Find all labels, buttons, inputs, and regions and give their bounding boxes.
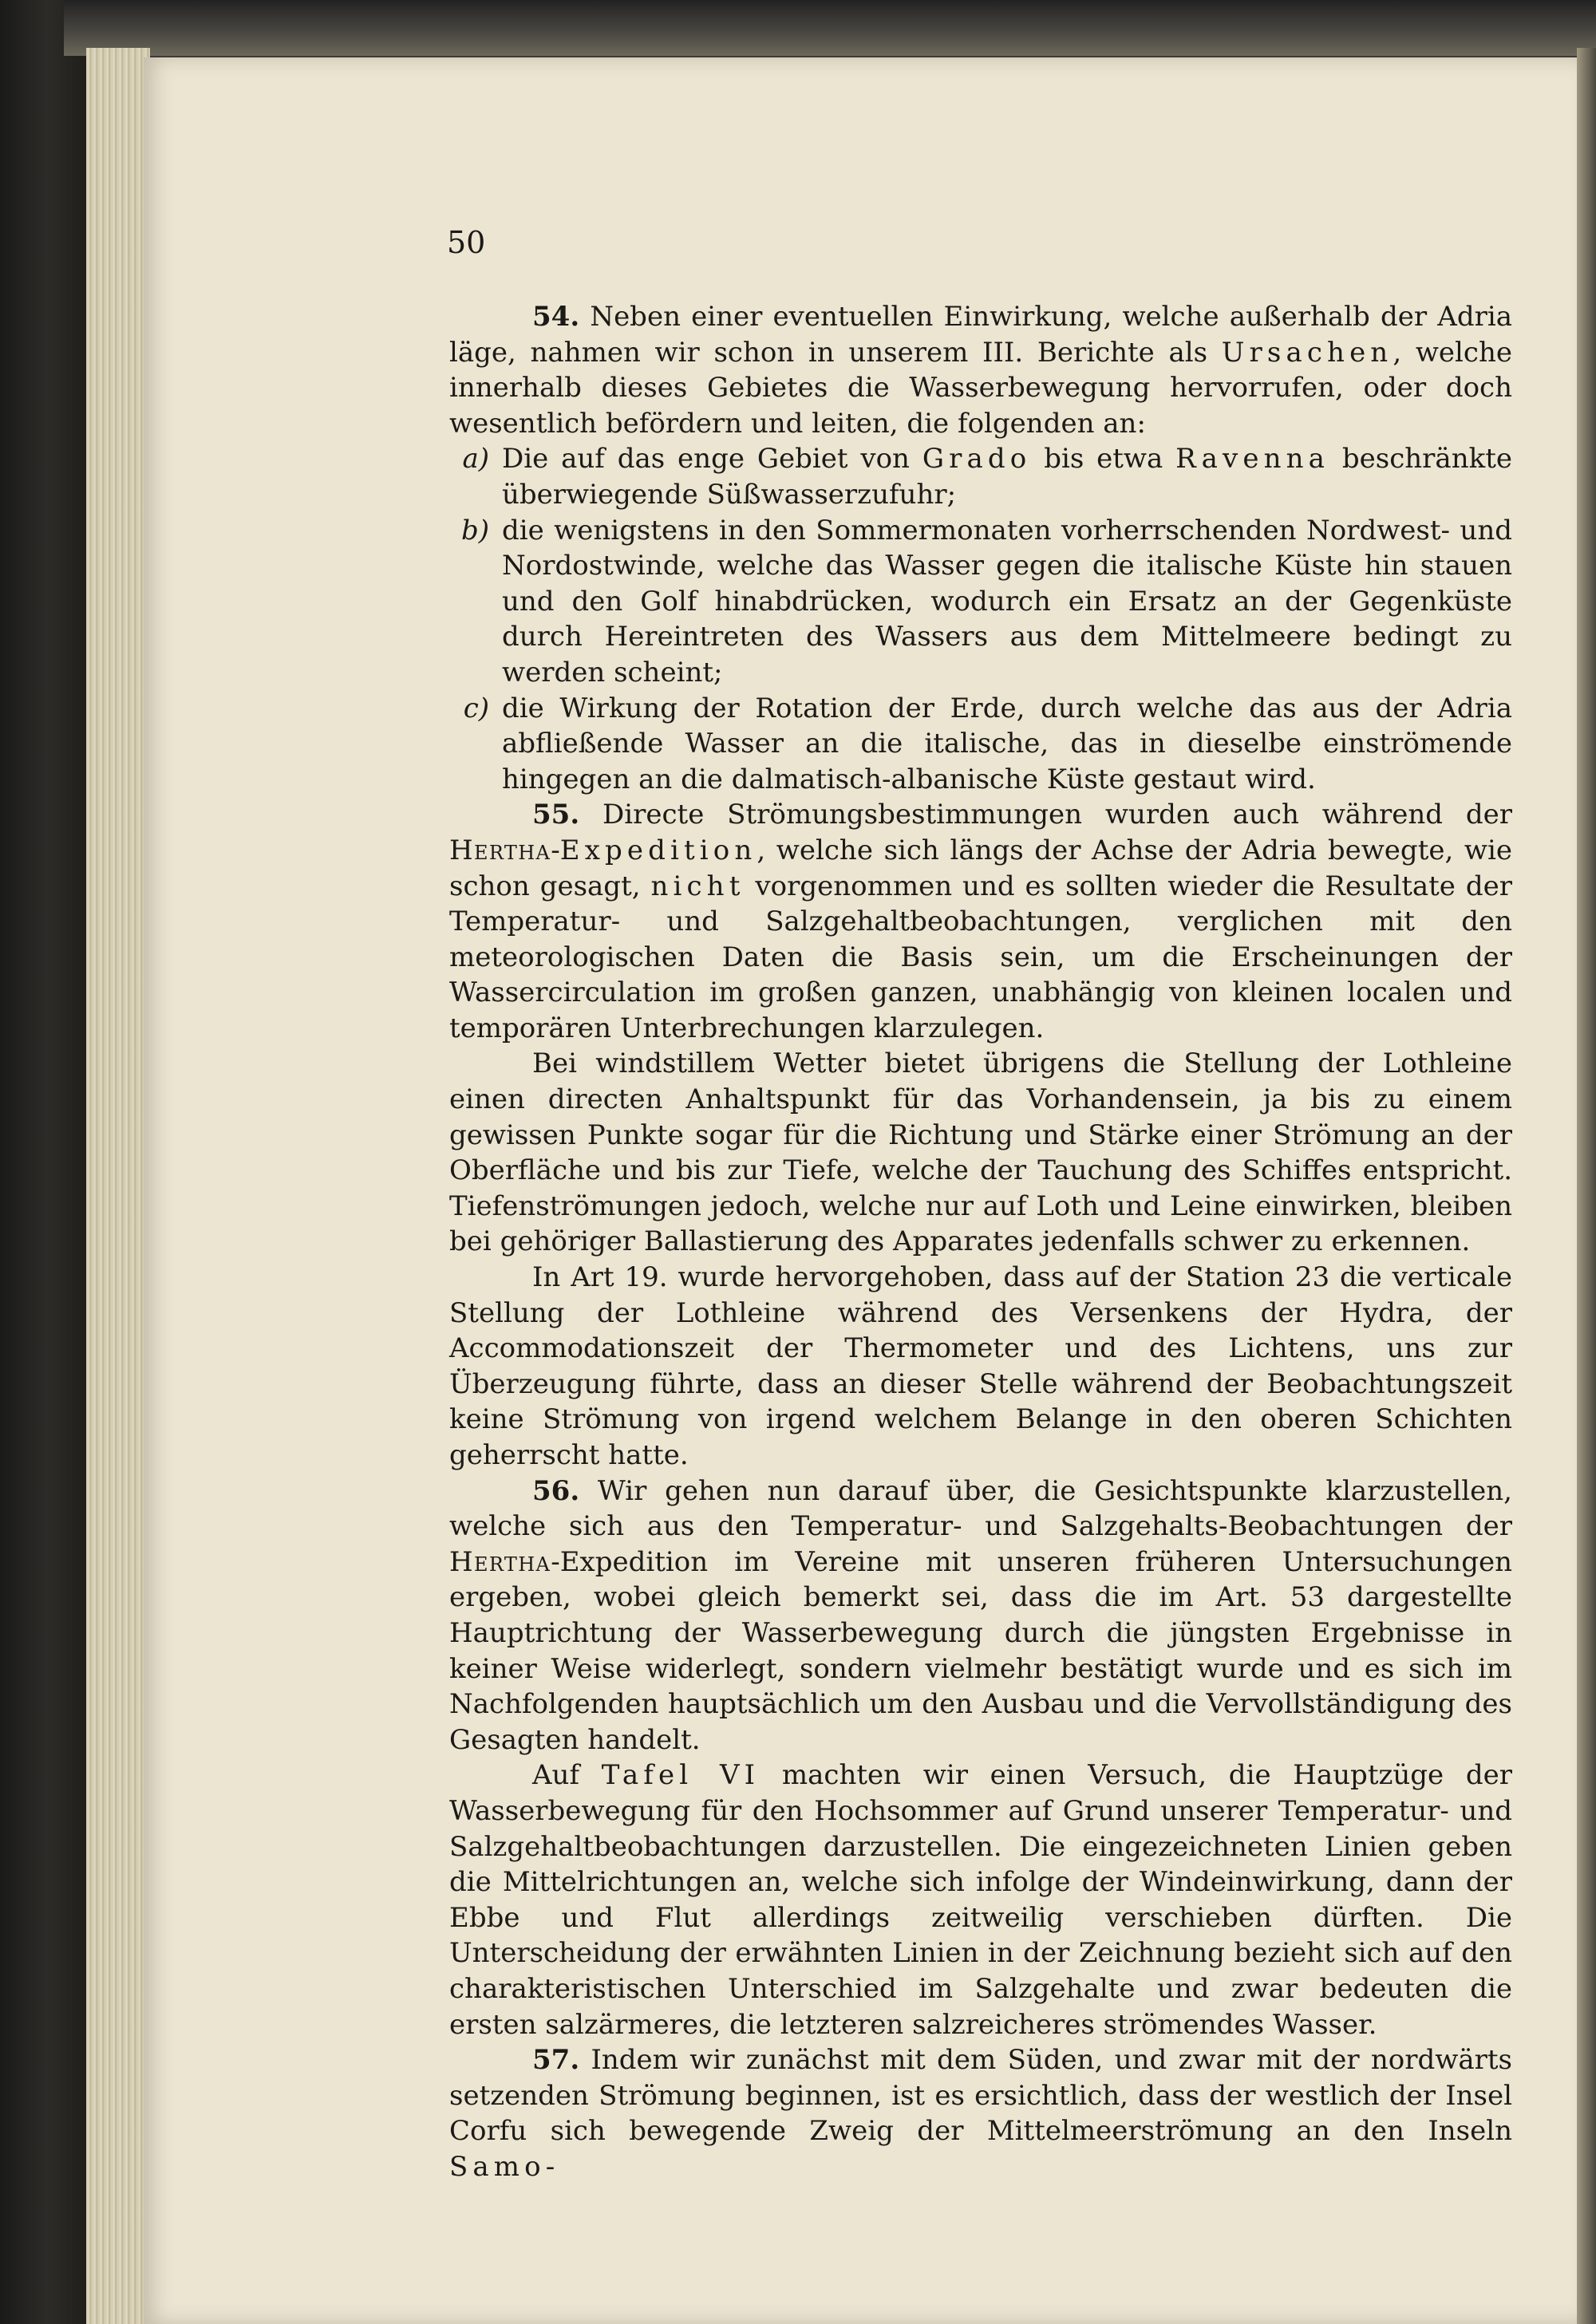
small-caps-text: Hertha <box>449 834 551 866</box>
list-item-a <box>449 441 1512 512</box>
text-run: vorgenommen und es sollten wieder die Resultate der Temperatur- und Salzgehaltbeobachtungen, verglichen mit den meteorologischen Daten die Basis sein, um die Erscheinungen der Wassercirculation im großen ganzen, unabhängig von kleinen localen und temporären Unterbrechungen klarzulegen. <box>449 870 1512 1044</box>
list-item-c <box>449 691 1512 798</box>
text-run: Die auf das enge Gebiet von <box>502 443 922 475</box>
paragraph-56 <box>449 1474 1512 1758</box>
text-run: Wir gehen nun darauf über, die Gesichtspunkte klarzustellen, welche sich aus den Temperatur- und Salzgehalts-Beobachtungen der <box>449 1474 1512 1543</box>
text-run: Indem wir zunächst mit dem Süden, und zwar mit der nordwärts setzenden Strömung beginnen, ist es ersichtlich, dass der westlich der Insel Corfu sich bewegende Zweig der Mittelmeerströmung an den Inseln <box>449 2044 1512 2148</box>
list-item-text <box>502 441 1512 512</box>
book-top-edge <box>64 0 1596 56</box>
spaced-text: Ravenna <box>1175 443 1330 475</box>
paragraph-56-2 <box>449 1758 1512 2042</box>
paragraph-54 <box>449 299 1512 441</box>
spaced-text: Tafel VI <box>601 1759 760 1792</box>
text-run: , welche sich längs der Achse der Adria bewegte, wie schon gesagt, <box>449 834 1512 902</box>
spaced-text: nicht <box>650 870 745 902</box>
list-item-text: die Wirkung der Rotation der Erde, durch welche das aus der Adria abfließende Wasser an die italische, das in dieselbe einströmende hingegen an die dalmatisch-albanische Küste gestaut wird. <box>502 692 1512 795</box>
section-number: 56. <box>532 1474 580 1507</box>
list-item-text: die wenigstens in den Sommermonaten vorherrschenden Nordwest- und Nordostwinde, welche das Wasser gegen die italische Küste hin stauen und den Golf hinabdrücken, wodurch ein Ersatz an der Gegenküste durch Hereintreten des Wassers aus dem Mittelmeere bedingt zu werden scheint; <box>502 514 1512 689</box>
text-run: - <box>551 834 560 866</box>
list-label: c) <box>463 692 489 724</box>
page-text <box>449 299 1512 2184</box>
small-caps-text: Hertha <box>449 1545 551 1578</box>
text-run: Neben einer eventuellen Einwirkung, welche außerhalb der Adria läge, nahmen wir schon in unserem III. Berichte als <box>449 301 1512 369</box>
spaced-text: Expedition <box>559 834 757 866</box>
page-number: 50 <box>447 225 486 260</box>
text-run: Directe Strömungsbestimmungen wurden auch während der <box>579 799 1512 831</box>
section-number: 57. <box>532 2044 580 2077</box>
paragraph-57 <box>449 2042 1512 2184</box>
spaced-text: Samo- <box>449 2150 560 2183</box>
spaced-text: Grado <box>922 443 1032 475</box>
section-number: 54. <box>532 301 580 333</box>
book-binding <box>0 0 88 2324</box>
paragraph-55-2: Bei windstillem Wetter bietet übrigens die Stellung der Lothleine einen directen Anhaltspunkt für das Vorhandensein, ja bis zu einem gewissen Punkte sogar für die Richtung und Stärke einer Strömung an der Oberfläche und bis zur Tiefe, welche der Tauchung des Schiffes entspricht. Tiefenströmungen jedoch, welche nur auf Loth und Leine einwirken, bleiben bei gehöriger Ballastierung des Apparates jedenfalls schwer zu erkennen. <box>449 1048 1512 1258</box>
spaced-text: Ursachen <box>1221 336 1393 369</box>
paragraph-55-3: In Art 19. wurde hervorgehoben, dass auf der Station 23 die verticale Stellung der Lothleine während des Versenkens der Hydra, der Accommodationszeit der Thermometer und des Lichtens, uns zur Überzeugung führte, dass an dieser Stelle während der Beobachtungszeit keine Strömung von irgend welchem Belange in den oberen Schichten geherrscht hatte. <box>449 1261 1512 1471</box>
text-run: , welche innerhalb dieses Gebietes die Wasserbewegung hervorrufen, oder doch wesentlich befördern und leiten, die folgenden an: <box>449 336 1512 440</box>
text-run: -Expedition im Vereine mit unseren früheren Untersuchungen ergeben, wobei gleich bemerkt sei, dass die im Art. 53 dargestellte Hauptrichtung der Wasserbewegung durch die jüngsten Ergebnisse in keiner Weise widerlegt, sondern vielmehr bestätigt wurde und es sich im Nachfolgenden hauptsächlich um den Ausbau und die Vervollständigung des Gesagten handelt. <box>449 1545 1512 1756</box>
text-run: beschränkte überwiegende Süßwasserzufuhr; <box>502 443 1512 511</box>
paragraph-55 <box>449 797 1512 1046</box>
page-right-edge <box>1577 48 1596 2324</box>
list-label: b) <box>460 514 489 546</box>
list-item-b <box>449 513 1512 691</box>
section-number: 55. <box>532 799 580 831</box>
text-run: machten wir einen Versuch, die Hauptzüge der Wasserbewegung für den Hochsommer auf Grund unserer Temperatur- und Salzgehaltbeobachtungen darzustellen. Die eingezeichneten Linien geben die Mittelrichtungen an, welche sich infolge der Windeinwirkung, dann der Ebbe und Flut allerdings zeitweilig verschieben dürften. Die Unterscheidung der erwähnten Linien in der Zeichnung bezieht sich auf den charakteristischen Unterschied im Salzgehalte und zwar bedeuten die ersten salzärmeres, die letzteren salzreicheres strömendes Wasser. <box>449 1759 1513 2041</box>
page-stack-edge <box>86 48 150 2324</box>
text-run: Auf <box>532 1759 602 1792</box>
list-label: a) <box>462 443 489 475</box>
text-run: bis etwa <box>1031 443 1176 475</box>
